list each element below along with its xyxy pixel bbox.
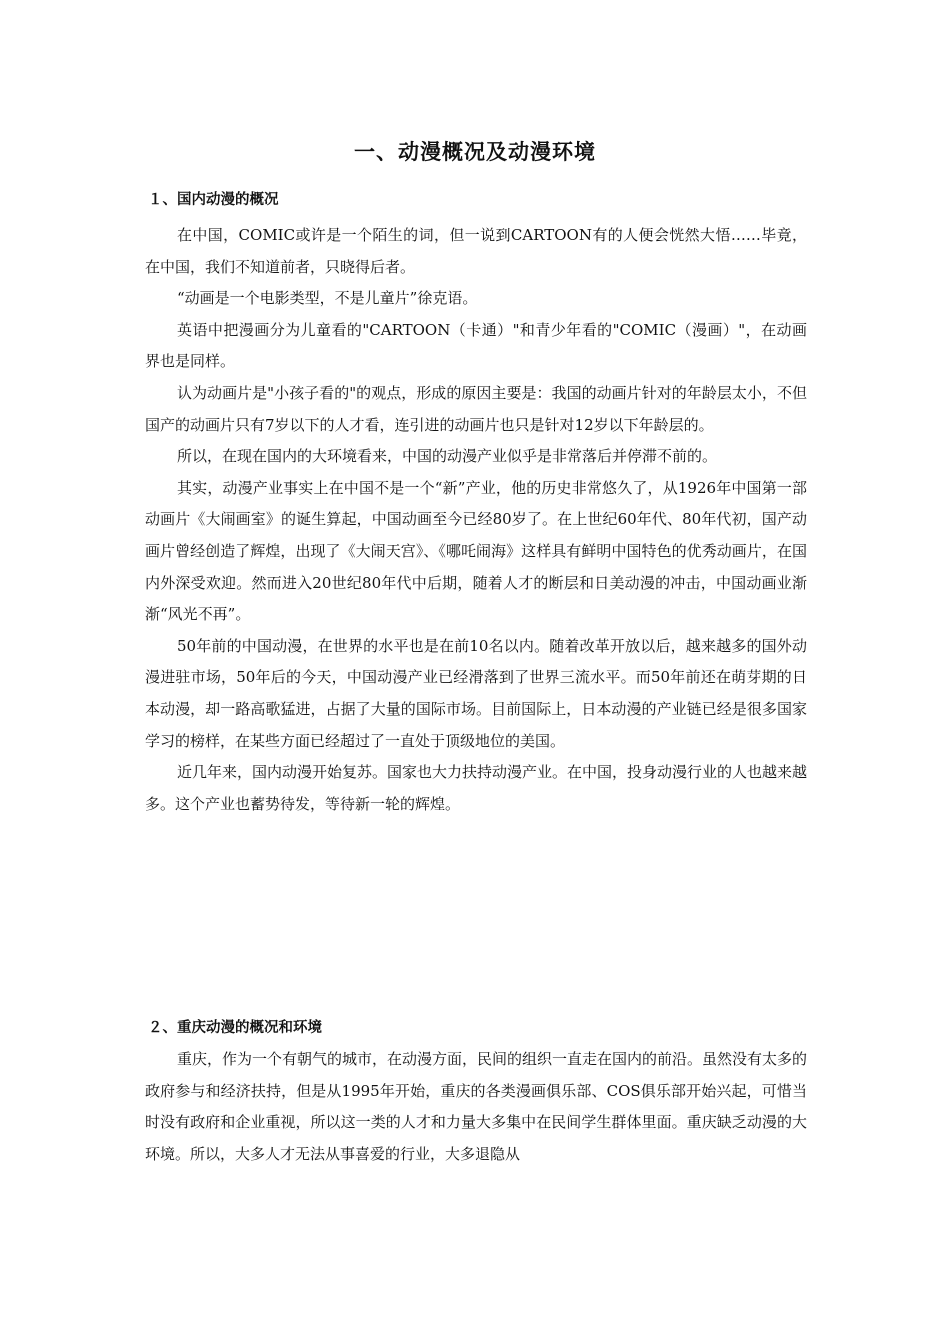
paragraph: 50年前的中国动漫，在世界的水平也是在前10名以内。随着改革开放以后，越来越多的国外动漫进驻市场，50年后的今天，中国动漫产业已经滑落到了世界三流水平。而50年前还在萌芽期的日本动漫，却一路高歌猛进，占据了大量的国际市场。目前国际上，日本动漫的产业链已经是很多国家学习的榜样，在某些方面已经超过了一直处于顶级地位的美国。 [145, 636, 807, 750]
paragraph: 在中国，COMIC或许是一个陌生的词，但一说到CARTOON有的人便会恍然大悟……毕竟，在中国，我们不知道前者，只晓得后者。 [145, 226, 807, 276]
section-heading: ２、重庆动漫的概况和环境 [148, 1020, 322, 1036]
section-domestic-animation [145, 188, 807, 820]
paragraph: 所以，在现在国内的大环境看来，中国的动漫产业似乎是非常落后并停滞不前的。 [177, 447, 718, 466]
section-chongqing-animation [145, 1016, 807, 1170]
section-heading: １、国内动漫的概况 [148, 192, 279, 208]
paragraph: 其实，动漫产业事实上在中国不是一个“新”产业，他的历史非常悠久了，从1926年中国第一部动画片《大闹画室》的诞生算起，中国动画至今已经80岁了。在上世纪60年代、80年代初，国产动画片曾经创造了辉煌，出现了《大闹天宫》、《哪吒闹海》这样具有鲜明中国特色的优秀动画片，在国内外深受欢迎。然而进入20世纪80年代中后期，随着人才的断层和日美动漫的冲击，中国动画业渐渐“风光不再”。 [145, 478, 807, 624]
paragraph: 近几年来，国内动漫开始复苏。国家也大力扶持动漫产业。在中国，投身动漫行业的人也越来越多。这个产业也蓄势待发，等待新一轮的辉煌。 [145, 763, 808, 813]
paragraph: 英语中把漫画分为儿童看的"CARTOON（卡通）"和青少年看的"COMIC（漫画）"，在动画界也是同样。 [145, 320, 807, 371]
paragraph: “动画是一个电影类型，不是儿童片”徐克语。 [177, 289, 478, 308]
paragraph: 重庆，作为一个有朝气的城市，在动漫方面，民间的组织一直走在国内的前沿。虽然没有太多的政府参与和经济扶持，但是从1995年开始，重庆的各类漫画俱乐部、COS俱乐部开始兴起，可惜当时没有政府和企业重视，所以这一类的人才和力量大多集中在民间学生群体里面。重庆缺乏动漫的大环境。所以，大多人才无法从事喜爱的行业，大多退隐从 [145, 1050, 808, 1163]
page-title: 一、动漫概况及动漫环境 [354, 140, 596, 164]
paragraph: 认为动画片是"小孩子看的"的观点，形成的原因主要是：我国的动画片针对的年龄层太小，不但国产的动画片只有7岁以下的人才看，连引进的动画片也只是针对12岁以下年龄层的。 [145, 383, 807, 434]
